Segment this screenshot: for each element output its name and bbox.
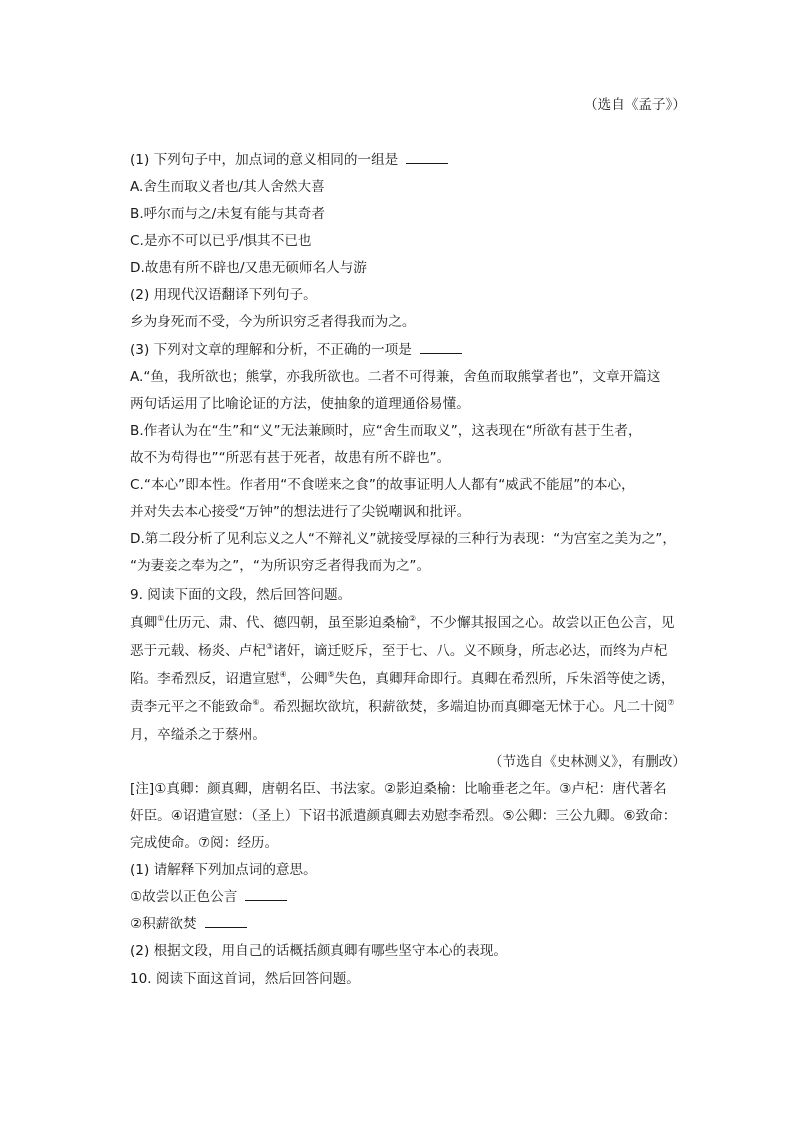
q8-s3-line: B.作者认为在“生”和“义”无法兼顾时，应“舍生而取义”，这表现在“所欲有甚于生者， xyxy=(130,423,642,439)
q9-note-line: 奸臣。④诏遣宣慰：（圣上）下诏书派遣颜真卿去劝慰李希烈。⑤公卿：三公九卿。⑥致命： xyxy=(130,808,677,824)
note-mark: ① xyxy=(157,614,165,623)
q8-s3-prompt: (3) 下列对文章的理解和分析，不正确的一项是 xyxy=(130,341,462,359)
q8-s2-prompt: (2) 用现代汉语翻译下列句子。 xyxy=(130,287,317,303)
q9-s2-prompt: (2) 根据文段，用自己的话概括颜真卿有哪些坚守本心的表现。 xyxy=(130,943,508,959)
q8-s3-line: 并对失去本心接受“万钟”的想法进行了尖锐嘲讽和批评。 xyxy=(130,504,471,520)
source-mengzi: （选自《孟子》） xyxy=(584,97,686,113)
q8-s3-line: “为妻妾之奉为之”，“为所识穷乏者得我而为之”。 xyxy=(130,558,431,574)
q9-s1-item: ①故尝以正色公言 xyxy=(130,888,287,906)
note-mark: ⑤ xyxy=(327,670,335,679)
q9-passage-line: 月，卒缢杀之于蔡州。 xyxy=(130,727,266,743)
q10-title: 10. 阅读下面这首词，然后回答问题。 xyxy=(130,971,360,987)
q8-s2-sentence: 乡为身死而不受，今为所识穷乏者得我而为之。 xyxy=(130,314,416,330)
q8-s1-option-d: D.故患有所不辟也/又患无硕师名人与游 xyxy=(130,260,367,276)
q9-s1-item: ②积薪欲焚 xyxy=(130,915,247,933)
q8-s3-line: A.“鱼，我所欲也；熊掌，亦我所欲也。二者不可得兼，舍鱼而取熊掌者也”，文章开篇这 xyxy=(130,369,661,385)
answer-blank[interactable] xyxy=(245,888,287,901)
q9-source: （节选自《史林测义》，有删改） xyxy=(488,754,686,770)
note-mark: ⑥ xyxy=(252,698,260,707)
q8-s1-option-c: C.是亦不可以已乎/惧其不已也 xyxy=(130,233,312,249)
q8-s3-line: 两句话运用了比喻论证的方法，使抽象的道理通俗易懂。 xyxy=(130,396,470,412)
note-mark: ③ xyxy=(265,642,274,651)
q8-s1-option-a: A.舍生而取义者也/其人舍然大喜 xyxy=(130,179,325,195)
q8-s3-line: D.第二段分析了见利忘义之人“不辩礼义”就接受厚禄的三种行为表现：“为宫室之美为之”， xyxy=(130,531,676,547)
answer-blank[interactable] xyxy=(205,915,247,928)
q9-title: 9. 阅读下面的文段，然后回答问题。 xyxy=(130,587,352,603)
q8-s3-line: C.“本心”即本性。作者用“不食嗟来之食”的故事证明人人都有“威武不能屈”的本心， xyxy=(130,477,635,493)
q9-note-line: [注]①真卿：颜真卿，唐朝名臣、书法家。②影迫桑榆：比喻垂老之年。③卢杞：唐代著名 xyxy=(130,781,667,797)
q8-s3-line: 故不为苟得也”“所恶有甚于死者，故患有所不辟也”。 xyxy=(130,450,451,466)
note-mark: ② xyxy=(409,614,417,623)
q9-s1-prompt: (1) 请解释下列加点词的意思。 xyxy=(130,862,317,878)
q9-note-line: 完成使命。⑦阅：经历。 xyxy=(130,835,279,851)
note-mark: ④ xyxy=(279,670,287,679)
q9-passage-line: 恶于元载、杨炎、卢杞③诸奸，谪迁贬斥，至于七、八。义不顾身，所志必达，而终为卢杞 xyxy=(130,642,668,659)
q9-passage-line: 真卿①仕历元、肃、代、德四朝，虽至影迫桑榆②，不少懈其报国之心。故尝以正色公言，见 xyxy=(130,614,675,631)
answer-blank[interactable] xyxy=(420,341,462,354)
q9-passage-line: 陷。李希烈反，诏遣宣慰④，公卿⑤失色，真卿拜命即行。真卿在希烈所，斥朱滔等使之诱， xyxy=(130,670,675,687)
q8-s1-option-b: B.呼尔而与之/未复有能与其奇者 xyxy=(130,206,325,222)
q9-passage-line: 责李元平之不能致命⑥。希烈掘坎欲坑，积薪欲焚，多端迫协而真卿毫无怵于心。凡二十阅⑦ xyxy=(130,698,675,715)
answer-blank[interactable] xyxy=(406,151,448,164)
note-mark: ⑦ xyxy=(667,698,675,707)
q8-s1-prompt: (1) 下列句子中，加点词的意义相同的一组是 xyxy=(130,151,448,169)
